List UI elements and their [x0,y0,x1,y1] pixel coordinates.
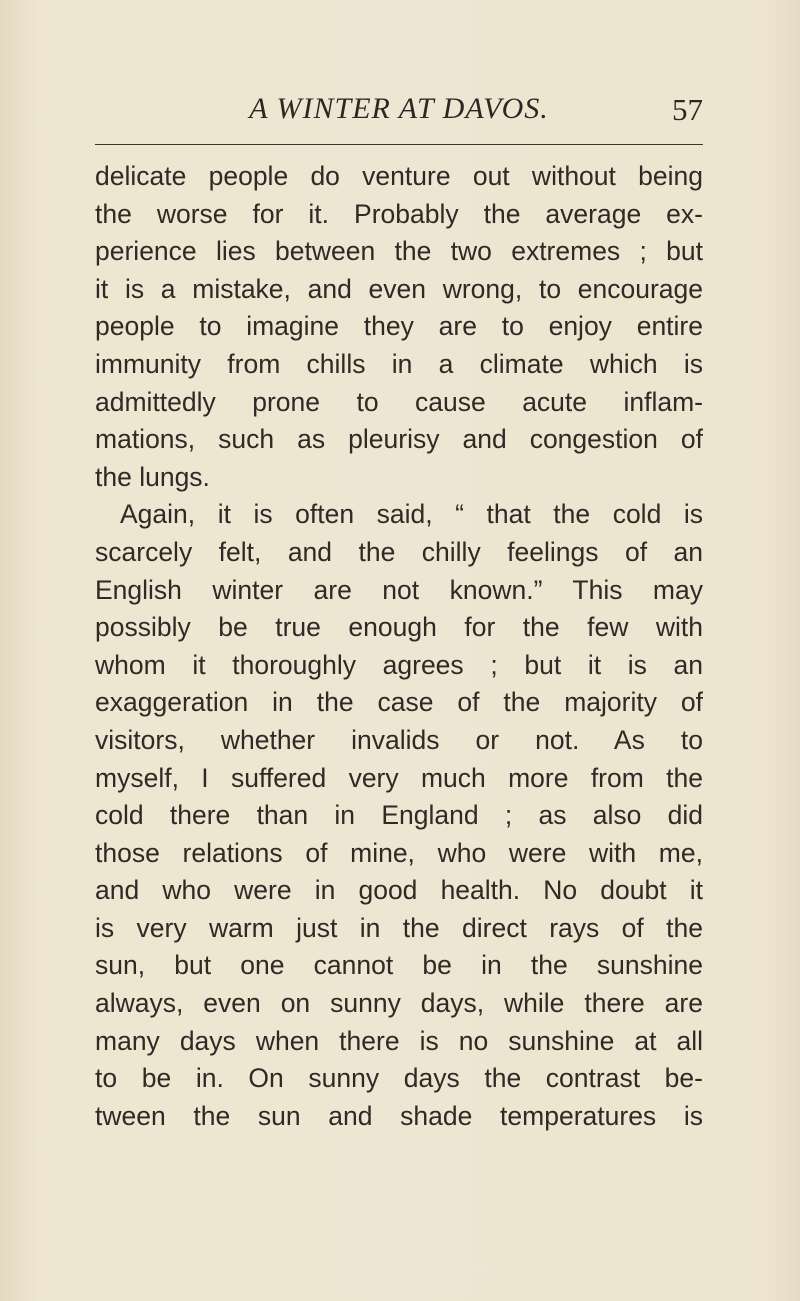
text-line: mations, such as pleurisy and congestion of [95,424,703,455]
text-line: tween the sun and shade temperatures is [95,1100,703,1131]
text-line: many days when there is no sunshine at all [95,1025,703,1056]
text-line: delicate people do venture out without being [95,161,703,191]
text-line: immunity from chills in a climate which is [95,348,703,379]
text-line: those relations of mine, who were with me, [95,837,703,868]
text-line: visitors, whether invalids or not. As to [95,724,703,755]
text-line: myself, I suffered very much more from the [95,762,703,793]
text-line: exaggeration in the case of the majority of [95,687,703,718]
text-line: admittedly prone to cause acute inflam- [95,386,703,417]
text-line: people to imagine they are to enjoy entire [95,311,703,342]
text-line: cold there than in England ; as also did [95,800,703,831]
text-line: scarcely felt, and the chilly feelings of an [95,536,703,567]
text-line: perience lies between the two extremes ; but [95,236,703,267]
text-line: English winter are not known.” This may [95,574,703,605]
text-line: always, even on sunny days, while there are [95,988,703,1019]
text-line: the worse for it. Probably the average ex- [95,198,703,229]
page-number: 57 [672,92,703,127]
text-line: possibly be true enough for the few with [95,612,703,643]
text-line: is very warm just in the direct rays of the [95,912,703,943]
text-line: the lungs. [95,461,210,492]
text-line: sun, but one cannot be in the sunshine [95,950,703,981]
body-text [95,158,703,1135]
text-line: whom it thoroughly agrees ; but it is an [95,649,703,680]
paragraph-start-line: Again, it is often said, “ that the cold is [120,499,703,530]
running-title: A WINTER AT DAVOS. [249,92,549,125]
header-rule [95,144,703,145]
text-line: to be in. On sunny days the contrast be- [95,1063,703,1094]
running-head [95,86,703,130]
text-line: it is a mistake, and even wrong, to encourage [95,273,703,304]
text-line: and who were in good health. No doubt it [95,875,703,906]
